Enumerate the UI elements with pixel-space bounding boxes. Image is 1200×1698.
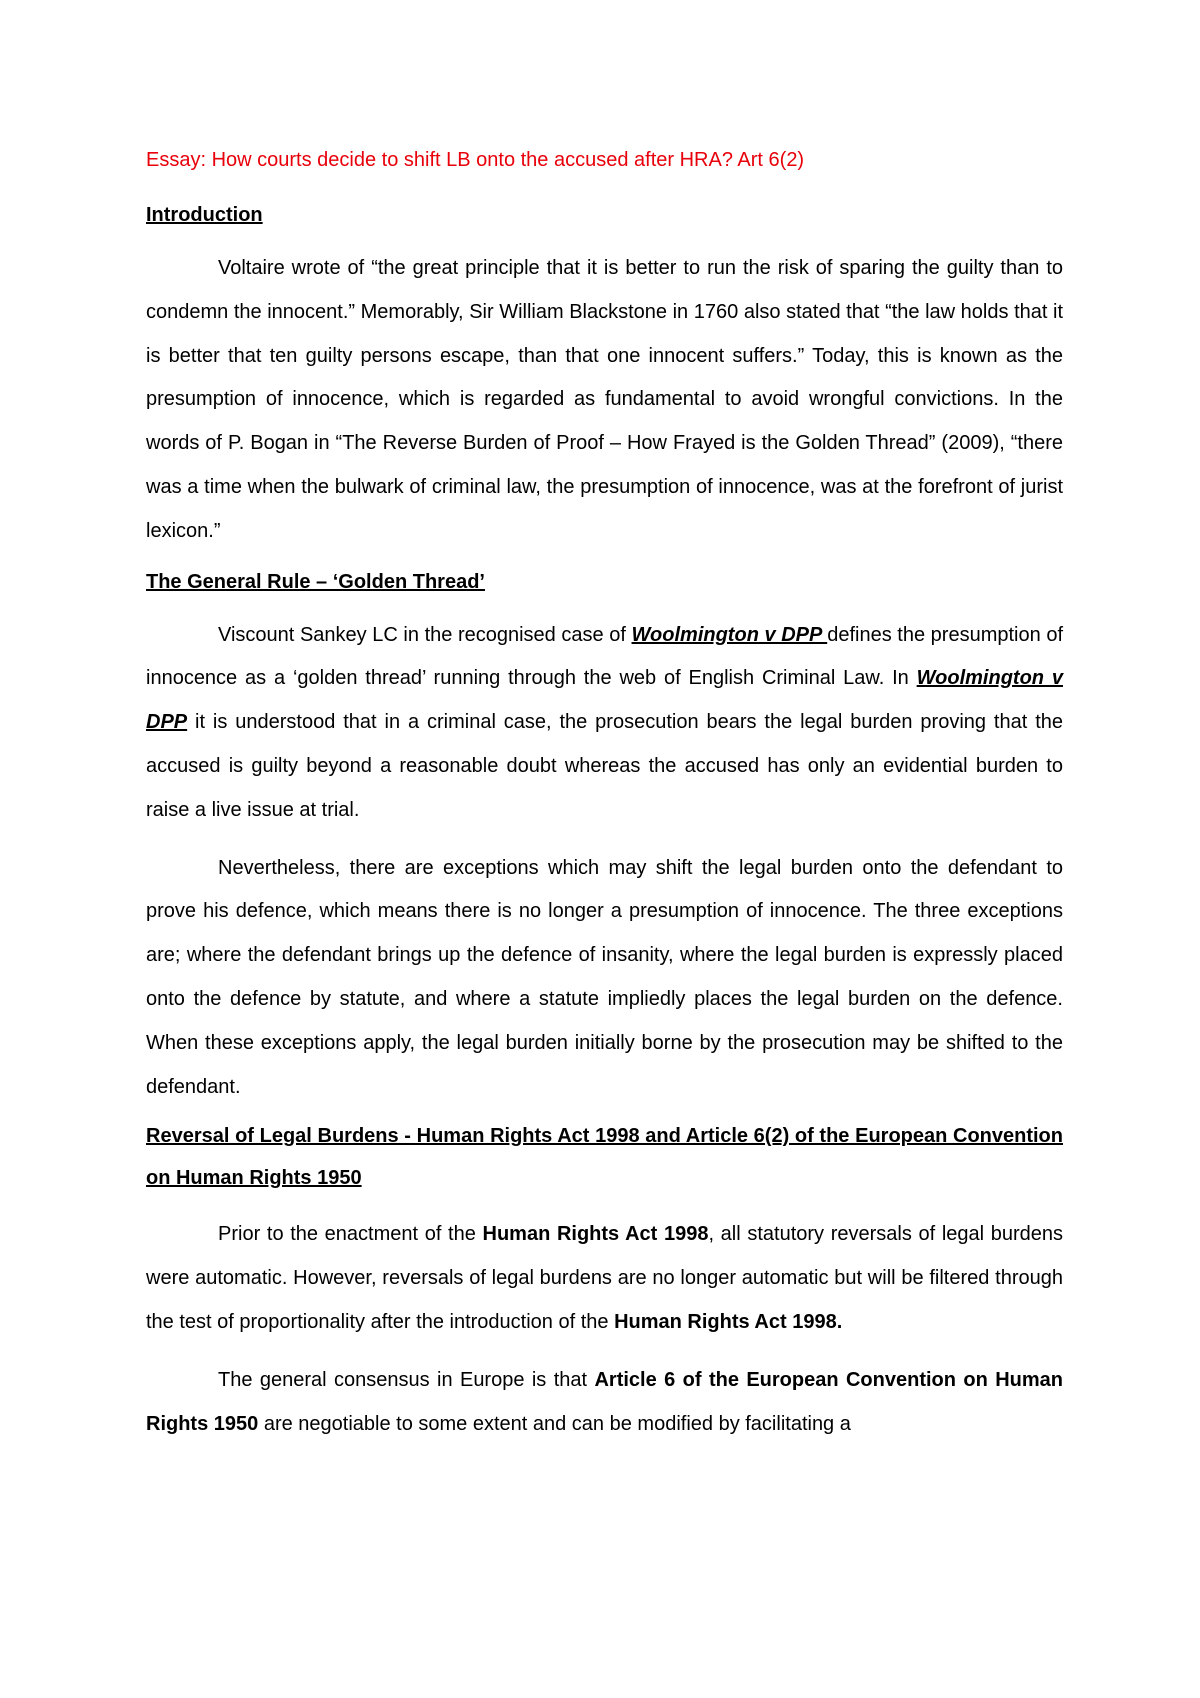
- statute-echr: Article 6 of the European Convention on Human Rights 1950: [146, 1368, 1063, 1435]
- heading-reversal-legal-burdens: Reversal of Legal Burdens - Human Rights Act 1998 and Article 6(2) of the European Convention on Human Rights 1950: [146, 1125, 1063, 1190]
- paragraph-exceptions: Nevertheless, there are exceptions which may shift the legal burden onto the defendant to prove his defence, which means there is no longer a presumption of innocence. The three exceptions are; where the defendant brings up the defence of insanity, where the legal burden is expressly placed onto the defence by statute, and where a statute impliedly places the legal burden on the defence. When these exceptions apply, the legal burden initially borne by the prosecution may be shifted to the defendant.: [146, 856, 1063, 1098]
- heading-introduction: Introduction: [146, 204, 263, 226]
- case-citation-woolmington-2: Woolmington v DPP: [146, 667, 1063, 734]
- text-run: Prior to the enactment of the: [218, 1223, 483, 1246]
- text-run: are negotiable to some extent and can be modified by facilitating a: [258, 1412, 851, 1435]
- paragraph-introduction: Voltaire wrote of “the great principle that it is better to run the risk of sparing the guilty than to condemn the innocent.” Memorably, Sir William Blackstone in 1760 also stated that “the law holds that it is better that ten guilty persons escape, than that one innocent suffers.” Today, this is known as the presumption of innocence, which is regarded as fundamental to avoid wrongful convictions. In the words of P. Bogan in “The Reverse Burden of Proof – How Frayed is the Golden Thread” (2009), “there was a time when the bulwark of criminal law, the presumption of innocence, was at the forefront of jurist lexicon.”: [146, 257, 1063, 542]
- paragraph-echr: [146, 1359, 1063, 1447]
- text-run: The general consensus in Europe is that: [218, 1368, 595, 1391]
- text-run: it is understood that in a criminal case, the prosecution bears the legal burden proving that the accused is guilty beyond a reasonable doubt whereas the accused has only an evidential burden to raise a live issue at trial.: [146, 711, 1063, 821]
- statute-hra: Human Rights Act 1998: [482, 1223, 709, 1246]
- case-citation-woolmington: Woolmington v DPP: [631, 623, 828, 646]
- paragraph-hra: [146, 1213, 1063, 1344]
- statute-hra-2: Human Rights Act 1998.: [614, 1310, 843, 1333]
- text-run: , all statutory reversals of legal burdens were automatic. However, reversals of legal burdens are no longer automatic but will be filtered through the test of proportionality after the introduction of the: [146, 1223, 1064, 1333]
- text-run: Viscount Sankey LC in the recognised case of: [218, 623, 632, 646]
- essay-title: Essay: How courts decide to shift LB onto the accused after HRA? Art 6(2): [146, 149, 805, 171]
- paragraph-woolmington: [146, 614, 1063, 833]
- heading-general-rule: The General Rule – ‘Golden Thread’: [146, 570, 485, 593]
- text-run: defines the presumption of innocence as a ‘golden thread’ running through the web of English Criminal Law. In: [146, 623, 1064, 690]
